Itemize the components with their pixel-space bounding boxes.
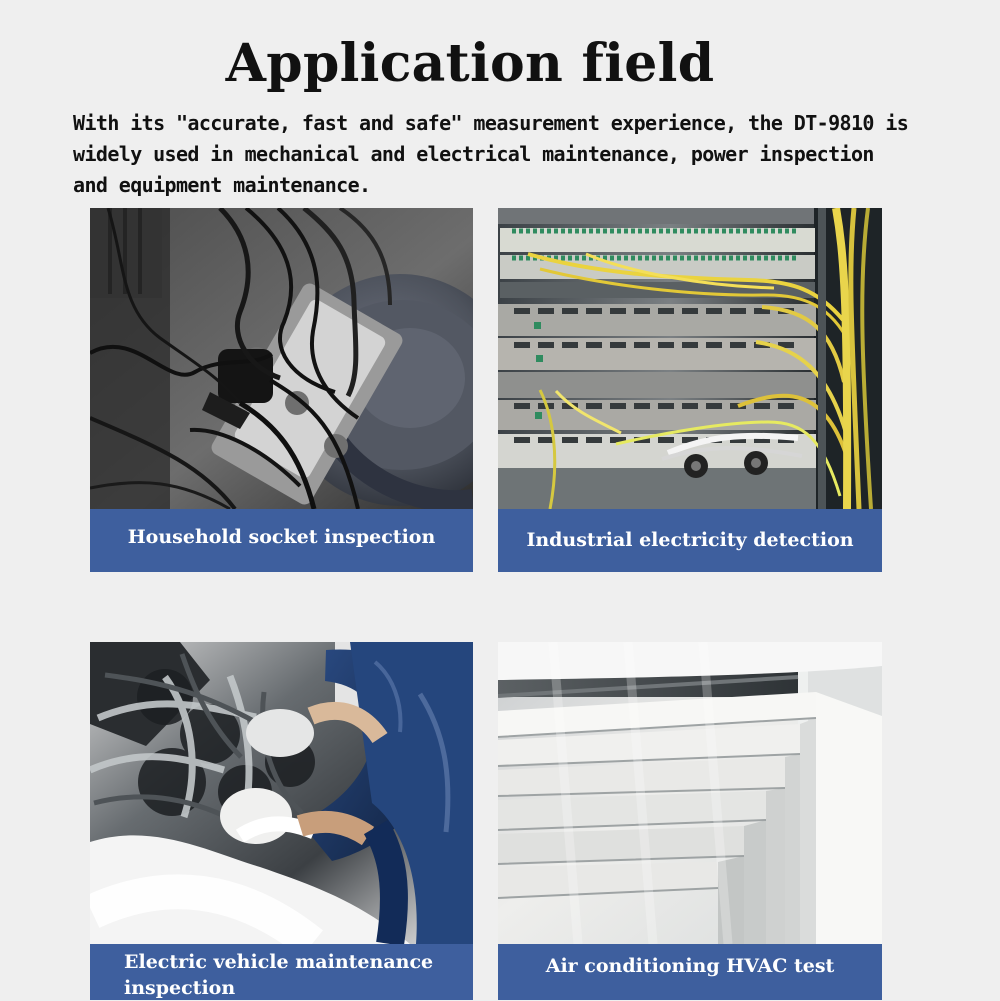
air-conditioning-caption: Air conditioning HVAC test bbox=[545, 955, 835, 977]
intro-line: With its "accurate, fast and safe" measurement experience, the DT-9810 is bbox=[73, 111, 909, 135]
industrial-electricity-photo bbox=[498, 208, 882, 509]
electric-vehicle-caption-line: inspection bbox=[124, 977, 236, 999]
application-card-household-socket bbox=[90, 208, 473, 572]
page-title: Application field bbox=[225, 33, 715, 94]
intro-paragraph bbox=[73, 108, 978, 201]
household-socket-caption: Household socket inspection bbox=[127, 526, 436, 548]
application-card-air-conditioning bbox=[498, 642, 882, 1000]
electric-vehicle-photo bbox=[90, 642, 473, 944]
industrial-electricity-caption: Industrial electricity detection bbox=[526, 529, 854, 551]
application-card-industrial-electricity bbox=[498, 208, 882, 572]
application-card-electric-vehicle bbox=[90, 642, 473, 1000]
intro-line: and equipment maintenance. bbox=[73, 173, 371, 197]
intro-line: widely used in mechanical and electrical maintenance, power inspection bbox=[73, 142, 874, 166]
electric-vehicle-caption bbox=[90, 949, 473, 1001]
air-conditioning-photo bbox=[498, 642, 882, 944]
household-socket-photo bbox=[90, 208, 473, 509]
electric-vehicle-caption-line: Electric vehicle maintenance bbox=[124, 951, 434, 973]
